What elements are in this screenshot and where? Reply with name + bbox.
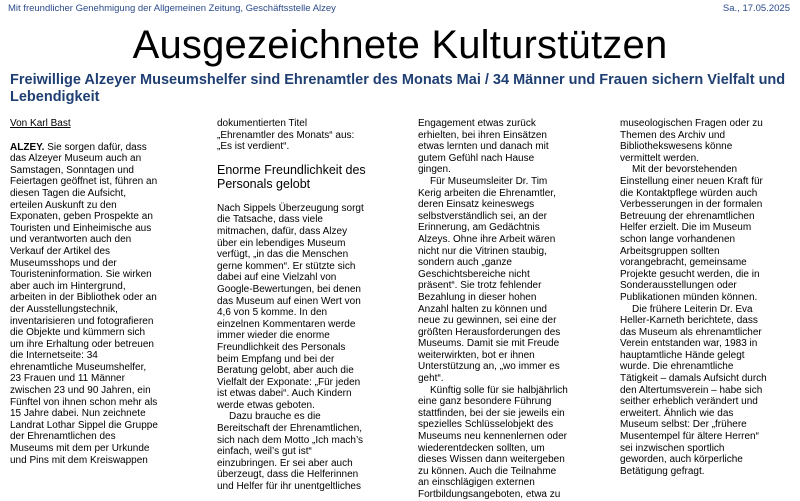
source-credit: Mit freundlicher Genehmigung der Allgemeinen Zeitung, Geschäftsstelle Alzey (8, 3, 336, 14)
paragraph: Die frühere Leiterin Dr. Eva Heller-Karneth berichtete, dass das Museum als ehrenamtlicher Verein entstanden war, 1983 in hauptamtliche Hände gelegt wurde. Die ehrenamtliche Tätigkeit – damals Aufsicht durch den Altertumsverein – habe sich seither erheblich verändert und erweitert. Ähnlich wie das Museum selbst: Der „frühere Musentempel für ältere Herren“ sei inzwischen sportlich geworden, auch körperliche Betätigung gefragt. (620, 303, 767, 477)
paragraph: dokumentierten Titel „Ehrenamtler des Monats“ aus: „Es ist verdient“. (217, 118, 355, 153)
paragraph: Künftig solle für sie halbjährlich eine ganz besondere Führung stattfinden, bei der sie jeweils ein spezielles Schlüsselobjekt des Museums neu kennenlernen oder wiederentdecken sollten, um dieses Wissen dann weitergeben zu können. Auch die Teilnahme an einschlägigen externen Fortbildungsangeboten, etwa zu (418, 384, 568, 500)
paragraph: Mit der bevorstehenden Einstellung einer neuen Kraft für die Kontaktpflege würden auch Verbesserungen in der formalen Betreuung der ehrenamtlichen Helfer erzielt. Die im Museum schon lange vorhandenen Arbeitsgruppen sollten vorangebracht, gemeinsame Projekte gesucht werden, die in Sonderausstellungen oder Publikationen münden können. (620, 164, 763, 303)
dateline: ALZEY. (10, 141, 45, 153)
section-heading: Enorme Freundlichkeit des Personals gelobt (217, 162, 366, 191)
article-column-2 (217, 118, 367, 493)
publication-date: Sa., 17.05.2025 (722, 3, 790, 14)
top-bar (8, 3, 790, 14)
paragraph (10, 142, 160, 467)
paragraph-text: Sie sorgen dafür, dass das Alzeyer Museum auch an Samstagen, Sonntagen und Feiertagen geöffnet ist, führen an diesen Tagen die Aufsicht, erteilen Auskunft zu den Exponaten, geben Prospekte an Touristen und Einheimische aus und verantworten auch den Verkauf der Artikel des Museumsshops und der Touristeninformation. Sie wirken aber auch im Hintergrund, arbeiten in der Bibliothek oder an der Ausstellungstechnik, inventarisieren und fotografieren die Objekte und kümmern sich um ihre Erhaltung oder betreuen die Internetseite: 34 ehrenamtliche Museumshelfer, 23 Frauen und 11 Männer zwischen 23 und 90 Jahren, ein Fünftel von ihnen schon mehr als 15 Jahre dabei. Nun zeichnete Landrat Lothar Sippel die Gruppe der Ehrenamtlichen des Museums mit dem per Urkunde und Pins mit dem Kreiswappen (10, 141, 158, 466)
article-subheadline: Freiwillige Alzeyer Museumshelfer sind Ehrenamtler des Monats Mai / 34 Männer und Frauen sichern Vielfalt und Lebendigkeit (10, 72, 786, 105)
paragraph: Für Museumsleiter Dr. Tim Kerig arbeiten die Ehrenamtler, deren Einsatz keineswegs selbstverständlich sei, an der Erinnerung, am Gedächtnis Alzeys. Ohne ihre Arbeit wären nicht nur die Vitrinen staubig, sondern auch „ganze Geschichtsbereiche nicht präsent“. Sie trotz fehlender Bezahlung in dieser hohen Anzahl halten zu können und neue zu gewinnen, sei eine der größten Herausforderungen des Museums. Damit sie mit Freude weiterwirkten, bot er ihnen Unterstützung an, „wo immer es geht“. (418, 175, 561, 385)
paragraph: Dazu brauche es die Bereitschaft der Ehrenamtlichen, sich nach dem Motto „Ich mach’s einfach, weil’s gut ist“ einzubringen. Er sei aber auch überzeugt, dass die Helferinnen und Helfer für ihr unentgeltliches (217, 411, 363, 493)
paragraph: Engagement etwas zurück erhielten, bei ihren Einsätzen etwas lernten und danach mit gutem Gefühl nach Hause gingen. (418, 118, 549, 176)
paragraph: museologischen Fragen oder zu Themen des Archiv und Bibliothekswesens könne vermittelt werden. (620, 118, 763, 164)
byline: Von Karl Bast (10, 118, 71, 129)
article-column-4 (620, 118, 770, 477)
article-column-1 (10, 118, 160, 466)
paragraph: Nach Sippels Überzeugung sorgt die Tatsache, dass viele mitmachen, dafür, dass Alzey über ein lebendiges Museum verfügt, „in das die Menschen gerne kommen“. Er stützte sich dabei auf eine Vielzahl von Google-Bewertungen, bei denen das Museum auf einen Wert von 4,6 von 5 komme. In den einzelnen Kommentaren werde immer wieder die enorme Freundlichkeit des Personals beim Empfang und bei der Beratung gelobt, aber auch die Vielfalt der Exponate: „Für jeden ist etwas dabei“. Auch Kindern werde etwas geboten. (217, 202, 364, 411)
article-headline: Ausgezeichnete Kulturstützen (132, 23, 668, 67)
article-column-3 (418, 118, 568, 500)
